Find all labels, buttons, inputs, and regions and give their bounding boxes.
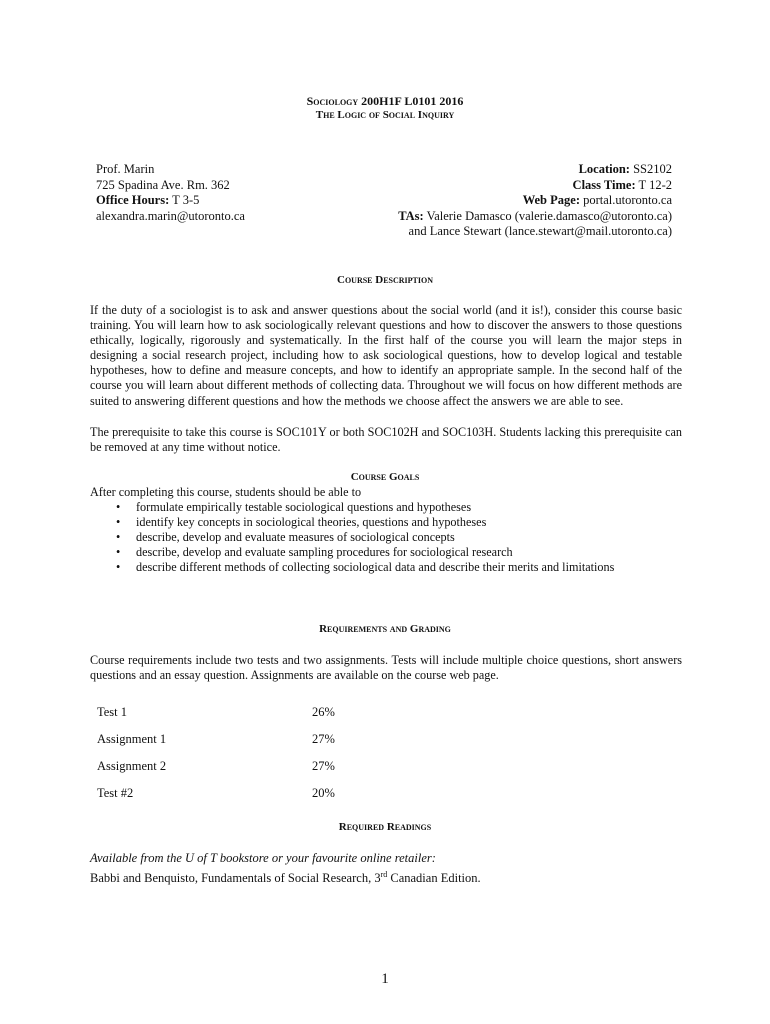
course-info-block: [398, 162, 672, 240]
goals-list: [112, 500, 614, 575]
list-item: • describe, develop and evaluate measures of sociological concepts: [112, 530, 614, 545]
web-page-label: Web Page:: [522, 193, 580, 207]
instructor-block: [96, 162, 245, 224]
grade-item: Assignment 1: [97, 732, 167, 746]
grade-item: Test #2: [97, 786, 134, 800]
description-paragraph-2: The prerequisite to take this course is SOC101Y or both SOC102H and SOC103H. Students lacking this prerequisite can be removed at any time without notice.: [90, 425, 682, 455]
grade-row: [97, 705, 335, 720]
location-value: SS2102: [633, 162, 672, 176]
grade-weight: 20%: [312, 786, 335, 800]
list-item: • describe different methods of collecting sociological data and describe their merits and limitations: [112, 560, 614, 575]
description-heading: Course Description: [337, 274, 433, 286]
grade-weight: 27%: [312, 759, 335, 773]
web-page: [398, 193, 672, 209]
readings-heading: Required Readings: [338, 821, 432, 833]
course-title: Sociology 200H1F L0101 2016: [306, 94, 464, 108]
page-number: 1: [381, 971, 389, 987]
office-hours: [96, 193, 245, 209]
grade-weight: 26%: [312, 705, 335, 719]
grade-weight: 27%: [312, 732, 335, 746]
course-subtitle: The Logic of Social Inquiry: [315, 109, 455, 121]
location: [398, 162, 672, 178]
office-hours-value: T 3-5: [172, 193, 200, 207]
list-item: • describe, develop and evaluate sampling procedures for sociological research: [112, 545, 614, 560]
goals-intro: After completing this course, students should be able to: [90, 485, 362, 499]
class-time-value: T 12-2: [638, 177, 672, 192]
readings-block: [90, 851, 481, 886]
edition-superscript: rd: [380, 869, 388, 879]
instructor-email: alexandra.marin@utoronto.ca: [96, 208, 245, 223]
class-time-label: Class Time:: [572, 177, 636, 192]
book-title: Babbi and Benquisto, Fundamentals of Social Research, 3: [90, 870, 381, 885]
grade-row: [97, 759, 335, 774]
tas-label: TAs:: [398, 208, 424, 223]
book-edition: Canadian Edition.: [387, 870, 481, 885]
instructor-name: Prof. Marin: [96, 162, 155, 176]
list-item: • identify key concepts in sociological theories, questions and hypotheses: [112, 515, 614, 530]
tas-value: Valerie Damasco (valerie.damasco@utoronto.ca): [426, 208, 672, 223]
goals-heading: Course Goals: [350, 471, 420, 483]
requirements-heading: Requirements and Grading: [319, 623, 451, 635]
readings-availability: Available from the U of T bookstore or your favourite online retailer:: [90, 851, 436, 865]
location-label: Location:: [578, 162, 630, 176]
grade-item: Test 1: [97, 705, 128, 719]
office-hours-label: Office Hours:: [96, 193, 170, 207]
class-time: [398, 178, 672, 194]
grade-item: Assignment 2: [97, 759, 167, 773]
tas: [398, 209, 672, 225]
instructor-address: 725 Spadina Ave. Rm. 362: [96, 177, 230, 192]
tas-second-line: and Lance Stewart (lance.stewart@mail.utoronto.ca): [408, 224, 672, 238]
grade-row: [97, 732, 335, 747]
list-item: • formulate empirically testable sociological questions and hypotheses: [112, 500, 614, 515]
grade-row: [97, 786, 335, 801]
web-page-value: portal.utoronto.ca: [583, 193, 672, 207]
description-paragraph-1: If the duty of a sociologist is to ask and answer questions about the social world (and it is!), consider this course basic training. You will learn how to ask sociologically relevant questions and how to discover the answers to those questions ethically, logically, rigorously and systematically. In the first half of the course you will learn the major steps in designing a social research project, including how to ask sociological questions, how to develop logical and testable hypotheses, how to define and measure concepts, and how to identify an appropriate sample. In the second half of the course you will learn about different methods of collecting data. Throughout we will focus on how different methods are suited to answering different questions and how the methods we choose affect the answers we are able to see.: [90, 303, 682, 408]
requirements-paragraph: Course requirements include two tests and two assignments. Tests will include multiple choice questions, short answers questions and an essay question. Assignments are available on the course web page.: [90, 653, 682, 683]
readings-book: [90, 867, 481, 887]
